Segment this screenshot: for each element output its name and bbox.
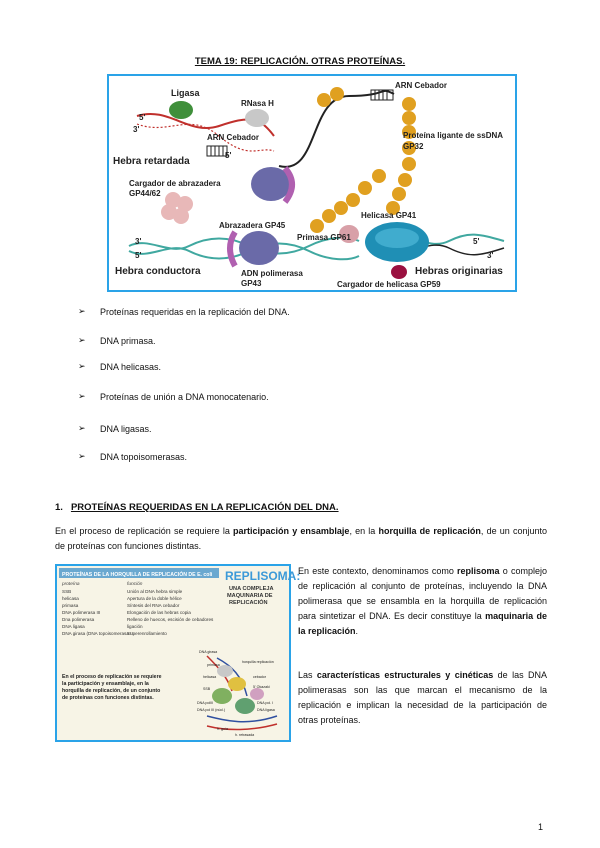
ssb-bead [346, 193, 360, 207]
label-cargador-abrazadera: Cargador de abrazadera [129, 179, 221, 188]
table-rows [62, 589, 214, 636]
label-ligasa: Ligasa [171, 88, 200, 98]
mini-diagram-label: h. retrasada [235, 733, 255, 737]
label-hebra-conductora: Hebra conductora [115, 266, 201, 277]
list-item: ➢ Proteínas de unión a DNA monocatenario. [78, 391, 269, 402]
replication-fork-figure [107, 74, 517, 292]
mini-diagram-label: DNA ligasa [257, 708, 275, 712]
label-abrazadera: Abrazadera GP45 [219, 221, 286, 230]
replisoma-sub1: UNA COMPLEJA [229, 586, 274, 592]
label-5p-a: 5' [139, 113, 146, 122]
mini-diagram-label: h. guía [217, 727, 228, 731]
table-col-function: función [127, 582, 143, 587]
arrow-bullet-icon: ➢ [78, 335, 86, 345]
replisome-figure-svg [57, 566, 301, 740]
ssb-bead [372, 169, 386, 183]
table-cell-function: Superenrollamiento [127, 631, 167, 636]
table-cell-protein: primasa [62, 603, 79, 608]
polymerase-paragraph: Las características estructurales y cinéticas de las DNA polimerasas son las que marcan el mecanismo de la replicación e implican la necesidad de la participación de otras proteínas. [298, 670, 547, 725]
replisome-paragraph: En este contexto, denominamos como replisoma o complejo de replicación al conjunto de proteínas, incluyendo la DNA polimerasa que se ensambla en la horquilla de replicación para sintetizar el DNA. Es decir constituye la maquinaria de la replicación. [298, 566, 547, 636]
label-hebra-retardada: Hebra retardada [113, 156, 190, 167]
label-primasa: Primasa GP61 [297, 233, 351, 242]
arrow-bullet-icon: ➢ [78, 391, 86, 401]
ssb-bead [402, 111, 416, 125]
list-item: ➢ DNA ligasas. [78, 423, 152, 434]
table-cell-protein: DNA girasa (DNA topoisomerasa II [62, 631, 133, 636]
ligase-icon [169, 101, 193, 119]
table-cell-protein: DNA ligasa [62, 624, 85, 629]
section-title: PROTEÍNAS REQUERIDAS EN LA REPLICACIÓN DEL DNA. [70, 502, 339, 513]
mini-diagram-label: 5' Okazaki [253, 685, 270, 689]
table-cell-function: ligación [127, 624, 143, 629]
mini-diagram-label: primasa [207, 663, 220, 667]
ssb-bead [322, 209, 336, 223]
section-number: 1. [55, 502, 63, 513]
replication-fork-diagram [109, 76, 515, 290]
label-5p-b: 5' [225, 151, 232, 160]
table-col-protein: proteína [62, 582, 80, 587]
list-item: ➢ DNA topoisomerasas. [78, 451, 188, 462]
caption-line1: En el proceso de replicación se requiere [62, 674, 162, 680]
rna-primer-left-icon [207, 146, 227, 156]
page-title: TEMA 19: REPLICACIÓN. OTRAS PROTEÍNAS. [194, 56, 406, 67]
ssb-bead [310, 219, 324, 233]
arrow-bullet-icon: ➢ [78, 423, 86, 433]
ssb-bead [402, 157, 416, 171]
ssb-bead [330, 87, 344, 101]
label-5p-c: 5' [135, 251, 142, 260]
caption-line3: horquilla de replicación, de un conjunto [62, 688, 161, 694]
label-arn-cebador-top: ARN Cebador [395, 81, 448, 90]
table-cell-protein: Dna polimerasa [62, 617, 95, 622]
section-heading [55, 502, 339, 513]
table-cell-protein: helicasa [62, 596, 79, 601]
list-item: ➢ DNA helicasas. [78, 361, 162, 372]
table-header: PROTEÍNAS DE LA HORQUILLA DE REPLICACIÓN DE E. coli [62, 572, 213, 578]
table-cell-function: Relleno de huecos, escisión de cebadores [127, 617, 214, 622]
label-hebras-originarias: Hebras originarias [415, 266, 503, 277]
ssb-bead [334, 201, 348, 215]
replisome-figure [55, 564, 301, 742]
table-cell-function: Elongación de las hebras copia [127, 610, 191, 615]
lower-clamp-icon [230, 232, 235, 266]
label-gp32: GP32 [403, 142, 424, 151]
lower-polymerase-icon [239, 231, 279, 265]
mini-diagram-label: DNA girasa [199, 650, 218, 654]
ssb-bead [392, 187, 406, 201]
label-adn-polimerasa: ADN polimerasa [241, 269, 303, 278]
table-cell-function: Unión al DNA hebra simple [127, 589, 183, 594]
ssb-bead [398, 173, 412, 187]
ssb-bead [402, 97, 416, 111]
ssb-bead [317, 93, 331, 107]
arrow-bullet-icon: ➢ [78, 306, 86, 316]
mini-diagram-label: horquilla replicación [242, 660, 274, 664]
replisoma-sub3: REPLICACIÓN [229, 600, 268, 606]
page-number: 1 [538, 822, 544, 832]
label-gp44-62: GP44/62 [129, 189, 161, 198]
label-cargador-helicasa: Cargador de helicasa GP59 [337, 280, 441, 289]
mini-replisome-diagram [207, 656, 277, 730]
replisoma-title: REPLISOMA: [225, 569, 301, 583]
caption-line4: de proteínas con funciones distintas. [62, 695, 154, 701]
table-cell-function: Síntesis del RNA cebador [127, 603, 180, 608]
list-item: ➢ DNA primasa. [78, 335, 156, 346]
helicase-loader-icon [391, 265, 407, 279]
list-item: ➢ Proteínas requeridas en la replicación del DNA. [78, 306, 290, 317]
clamp-loader-icon [161, 192, 193, 224]
label-3p-b: 3' [135, 237, 142, 246]
rnase-h-icon [245, 109, 269, 127]
label-3p-d: 3' [487, 251, 494, 260]
mini-diagram-label: DNA polIII [197, 701, 214, 705]
table-cell-protein: DNA polimerasa III [62, 610, 101, 615]
label-3p-a: 3' [133, 125, 140, 134]
intro-paragraph: En el proceso de replicación se requiere la participación y ensamblaje, en la horquilla de replicación, de un conjunto de proteínas con funciones distintas. [55, 526, 547, 551]
template-strand-black [279, 91, 394, 167]
ssb-bead [358, 181, 372, 195]
arrow-bullet-icon: ➢ [78, 451, 86, 461]
mini-diagram-label: cebador [253, 675, 266, 679]
arrow-bullet-icon: ➢ [78, 361, 86, 371]
mini-diagram-label: SSB [203, 687, 211, 691]
label-rnasa: RNasa H [241, 99, 274, 108]
label-arn-cebador-left: ARN Cebador [207, 133, 260, 142]
mini-diagram-label: helicasa [203, 675, 217, 679]
mini-diagram-label: DNA pol. I [257, 701, 274, 705]
label-5p-d: 5' [473, 237, 480, 246]
replisoma-sub2: MAQUINARIA DE [227, 593, 273, 599]
label-helicasa: Helicasa GP41 [361, 211, 417, 220]
mini-diagram-label: DNA pol III (núcl.) [197, 708, 226, 712]
label-gp43: GP43 [241, 279, 262, 288]
caption-line2: la participación y ensamblaje, en la [62, 681, 149, 687]
table-cell-function: Apertura de la doble hélice [127, 596, 182, 601]
label-proteina-ligante: Proteína ligante de ssDNA [403, 131, 504, 140]
table-cell-protein: SSB [62, 589, 72, 594]
